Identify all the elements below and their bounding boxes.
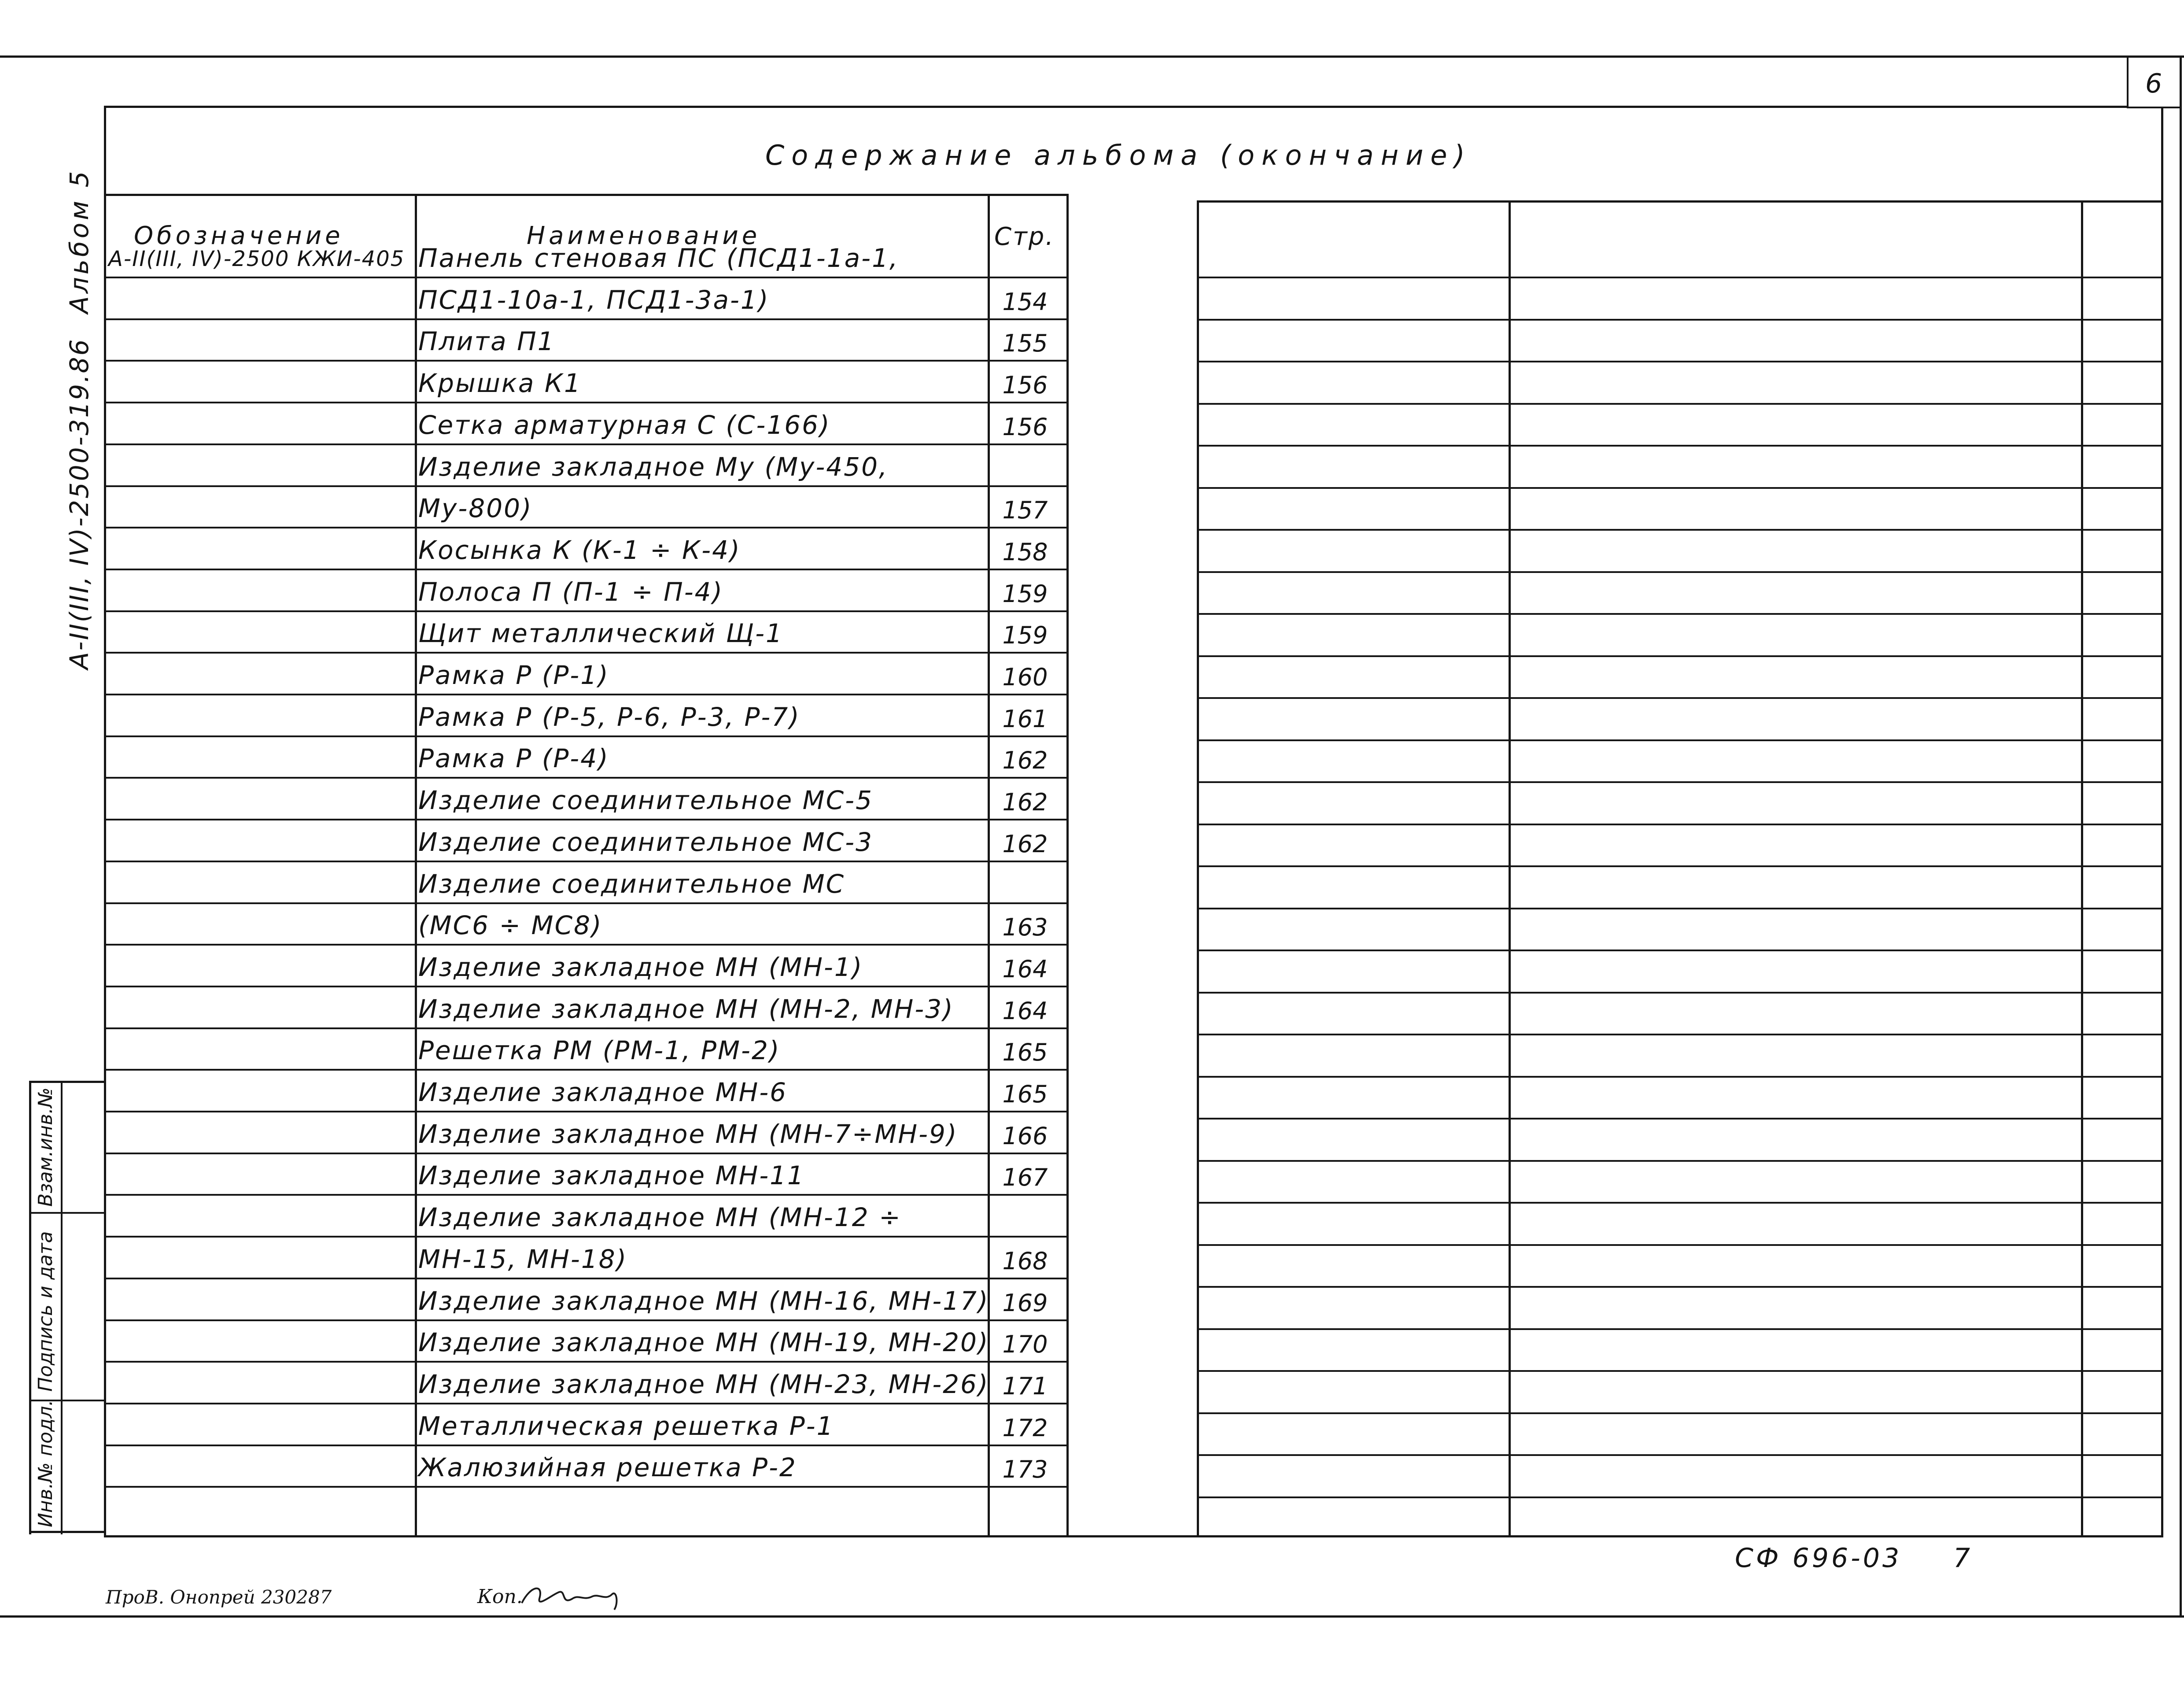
table-row [0,359,1070,402]
row-name: Изделие закладное МН (МН-16, МН-17) [418,1286,989,1316]
row-page: 163 [1002,913,1048,942]
row-page: 154 [1002,288,1048,316]
stamp-inner-left [61,1081,63,1534]
row-page: 164 [1002,997,1048,1025]
row-name: Щит металлический Щ-1 [418,618,783,649]
row-name: Плита П1 [418,326,555,357]
row-name: Сетка арматурная С (С-166) [418,410,831,440]
table-row [0,943,1070,986]
row-name: Изделие закладное МН (МН-7÷МН-9) [418,1119,958,1149]
table-row [0,818,1070,861]
row-name: Металлическая решетка Р-1 [418,1411,834,1441]
table-row [0,1360,1070,1403]
row-name: (МС6 ÷ МС8) [418,910,603,941]
table-row [0,568,1070,610]
row-page: 158 [1002,538,1048,566]
table-row [0,1152,1070,1194]
row-page: 162 [1002,830,1048,858]
table-row [0,276,1070,318]
row-name: Полоса П (П-1 ÷ П-4) [418,576,724,607]
table-row [0,318,1070,360]
row-page: 161 [1002,705,1048,733]
stamp-inv-original: Инв.№ подл. [34,1400,57,1527]
album-contents-title: Содержание альбома (окончание) [765,139,1472,171]
table-row [0,1319,1070,1361]
row-page: 173 [1002,1456,1048,1484]
row-page: 170 [1002,1330,1048,1359]
row-name: Жалюзийная решетка Р-2 [418,1452,797,1483]
row-name: Изделие закладное МН (МН-23, МН-26) [418,1369,989,1399]
row-name: ПСД1-10а-1, ПСД1-3а-1) [418,284,770,315]
row-page: 162 [1002,788,1048,817]
row-page: 162 [1002,746,1048,775]
row-rule [104,1486,1068,1488]
row-name: Рамка Р (Р-5, Р-6, Р-3, Р-7) [418,702,801,732]
row-page: 156 [1002,371,1048,399]
copied-by: Коп. [477,1585,523,1608]
row-name: Панель стеновая ПС (ПСД1-1а-1, [418,243,899,273]
table-row [0,234,1070,277]
row-name: Крышка К1 [418,368,582,399]
row-designation: А-II(III, IV)-2500 КЖИ-405 [108,247,405,271]
row-page: 167 [1002,1164,1048,1192]
document-code: СФ 696-03 [1735,1543,1902,1574]
table-row [0,1235,1070,1278]
row-name: Изделие закладное МН (МН-1) [418,952,863,982]
row-name: Изделие соединительное МС [418,868,845,899]
table-row [0,860,1070,902]
column-header-name: Наименование [527,222,761,250]
row-page: 165 [1002,1038,1048,1067]
row-name: Изделие закладное МН (МН-12 ÷ [418,1202,902,1233]
stamp-div-1 [29,1212,104,1214]
row-page: 159 [1002,621,1048,650]
row-page: 156 [1002,413,1048,441]
row-name: Рамка Р (Р-1) [418,660,609,690]
table-row [0,1110,1070,1153]
stamp-sign-date: Подпись и дата [34,1231,57,1392]
row-name: Рамка Р (Р-4) [418,743,609,774]
row-name: Изделие закладное МН-11 [418,1160,805,1191]
row-name: Изделие закладное Му (Му-450, [418,451,889,482]
row-name: Изделие соединительное МС-5 [418,785,873,816]
table-row [0,484,1070,527]
row-page: 159 [1002,580,1048,608]
table-row [0,1277,1070,1319]
row-page: 171 [1002,1372,1048,1400]
sheet-number: 6 [2145,68,2162,99]
stamp-bottom [29,1531,104,1533]
row-name: Изделие закладное МН (МН-2, МН-3) [418,994,954,1024]
row-page: 157 [1002,496,1048,525]
table-row [0,902,1070,944]
table-row [0,1444,1070,1486]
row-name: МН-15, МН-18) [418,1244,628,1274]
table-row [0,401,1070,443]
table-row [0,1193,1070,1236]
row-name: Изделие закладное МН-6 [418,1077,788,1107]
row-name: Косынка К (К-1 ÷ К-4) [418,535,741,565]
document-sheet: 7 [1953,1543,1970,1574]
table-row [0,443,1070,485]
table-row [0,1068,1070,1111]
row-page: 155 [1002,329,1048,358]
table-row [0,693,1070,735]
row-name: Изделие закладное МН (МН-19, МН-20) [418,1327,989,1358]
checked-by: ПроВ. Онопрей 230287 [106,1586,332,1608]
row-name: Изделие соединительное МС-3 [418,827,873,857]
row-name: Му-800) [418,493,533,524]
column-header-page: Стр. [994,222,1055,251]
row-name: Решетка РМ (РМ-1, РМ-2) [418,1035,781,1066]
column-header-designation: Обозначение [134,222,344,250]
table-row [0,526,1070,569]
row-page: 160 [1002,663,1048,691]
table-row [0,985,1070,1027]
stamp-outer-left [29,1081,31,1534]
copier-signature [517,1577,623,1616]
table-row [0,1027,1070,1069]
table-row [0,776,1070,819]
stamp-top [29,1081,104,1083]
row-page: 168 [1002,1247,1048,1275]
row-page: 165 [1002,1080,1048,1108]
table-row [0,610,1070,652]
row-page: 166 [1002,1122,1048,1150]
table-row [0,651,1070,694]
table-row [0,1402,1070,1445]
table-row [0,735,1070,777]
stamp-inv-replace: Взам.инв.№ [34,1087,57,1207]
album-label: Альбом 5 [64,168,94,314]
row-page: 172 [1002,1414,1048,1442]
row-page: 169 [1002,1289,1048,1317]
row-page: 164 [1002,955,1048,983]
series-label: А-II(III, IV)-2500-319.86 [64,338,94,669]
